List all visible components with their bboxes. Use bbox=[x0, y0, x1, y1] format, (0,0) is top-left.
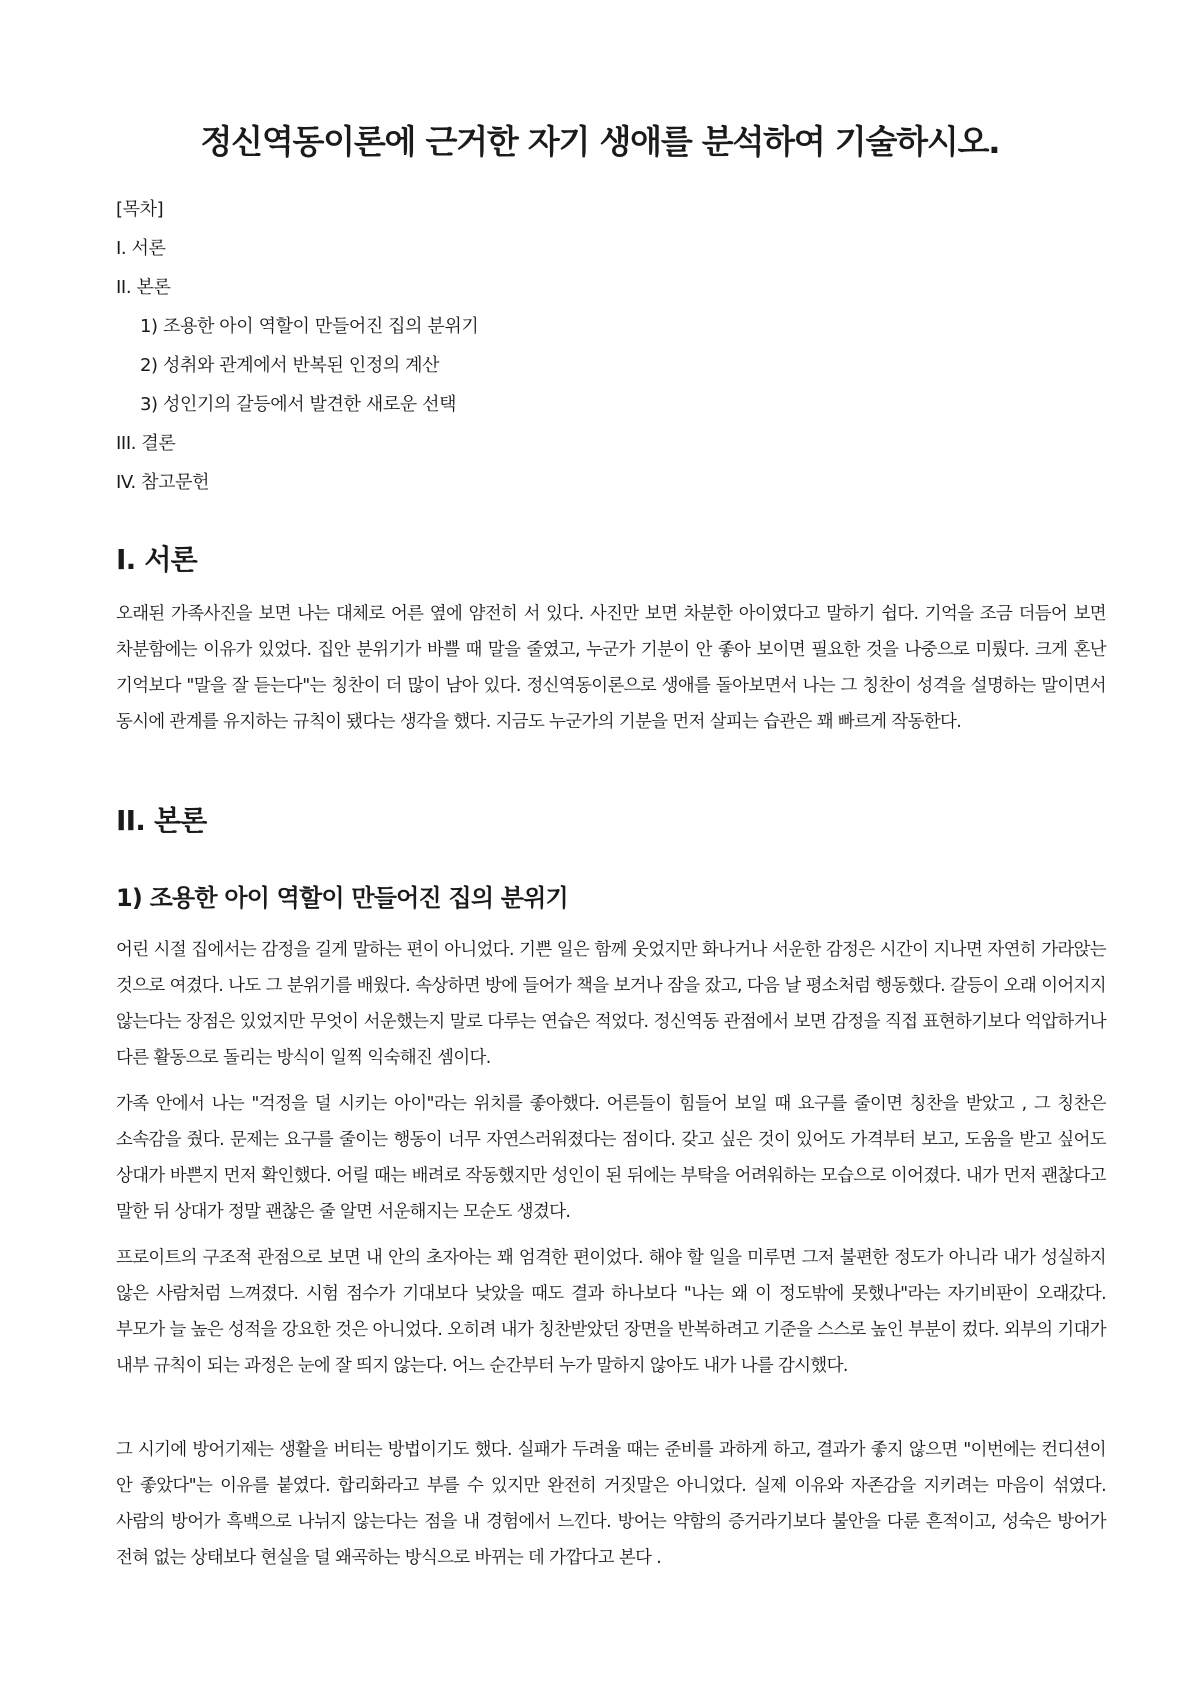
table-of-contents bbox=[116, 190, 1096, 502]
body-paragraph-4: 그 시기에 방어기제는 생활을 버티는 방법이기도 했다. 실패가 두려울 때는 준비를 과하게 하고, 결과가 좋지 않으면 "이번에는 컨디션이 안 좋았다"는 이유를 붙였다. 합리화라고 부를 수 있지만 완전히 거짓말은 아니었다. 실제 이유와 자존감을 지키려는 마음이 섞였다. 사람의 방어가 흑백으로 나뉘지 않는다는 점을 내 경험에서 느낀다. 방어는 약함의 증거라기보다 불안을 다룬 흔적이고, 성숙은 방어가 전혀 없는 상태보다 현실을 덜 왜곡하는 방식으로 바뀌는 데 가깝다고 본다 . bbox=[116, 1440, 1106, 1568]
toc-item-body: II. 본론 bbox=[116, 277, 171, 298]
document-title: 정신역동이론에 근거한 자기 생애를 분석하여 기술하시오. bbox=[200, 122, 1000, 161]
intro-paragraph: 오래된 가족사진을 보면 나는 대체로 어른 옆에 얌전히 서 있다. 사진만 보면 차분한 아이였다고 말하기 쉽다. 기억을 조금 더듬어 보면 차분함에는 이유가 있었다. 집안 분위기가 바쁠 때 말을 줄였고, 누군가 기분이 안 좋아 보이면 필요한 것을 나중으로 미뤘다. 크게 혼난 기억보다 "말을 잘 듣는다"는 칭찬이 더 많이 남아 있다. 정신역동이론으로 생애를 돌아보면서 나는 그 칭찬이 성격을 설명하는 말이면서 동시에 관계를 유지하는 규칙이 됐다는 생각을 했다. 지금도 누군가의 기분을 먼저 살피는 습관은 꽤 빠르게 작동한다. bbox=[116, 604, 1106, 732]
section-heading-body: II. 본론 bbox=[116, 804, 207, 837]
toc-item-body-sub3: 3) 성인기의 갈등에서 발견한 새로운 선택 bbox=[140, 394, 457, 415]
toc-item-references: IV. 참고문헌 bbox=[116, 472, 210, 493]
toc-item-intro: I. 서론 bbox=[116, 238, 166, 259]
toc-item-body-sub2: 2) 성취와 관계에서 반복된 인정의 계산 bbox=[140, 355, 440, 376]
toc-item-body-sub1: 1) 조용한 아이 역할이 만들어진 집의 분위기 bbox=[140, 316, 479, 337]
body-paragraph-1: 어린 시절 집에서는 감정을 길게 말하는 편이 아니었다. 기쁜 일은 함께 웃었지만 화나거나 서운한 감정은 시간이 지나면 자연히 가라앉는 것으로 여겼다. 나도 그 분위기를 배웠다. 속상하면 방에 들어가 책을 보거나 잠을 잤고, 다음 날 평소처럼 행동했다. 갈등이 오래 이어지지 않는다는 장점은 있었지만 무엇이 서운했는지 말로 다루는 연습은 적었다. 정신역동 관점에서 보면 감정을 직접 표현하기보다 억압하거나 다른 활동으로 돌리는 방식이 일찍 익숙해진 셈이다. bbox=[116, 940, 1106, 1068]
body-paragraph-2: 가족 안에서 나는 "걱정을 덜 시키는 아이"라는 위치를 좋아했다. 어른들이 힘들어 보일 때 요구를 줄이면 칭찬을 받았고 , 그 칭찬은 소속감을 줬다. 문제는 요구를 줄이는 행동이 너무 자연스러워졌다는 점이다. 갖고 싶은 것이 있어도 가격부터 보고, 도움을 받고 싶어도 상대가 바쁜지 먼저 확인했다. 어릴 때는 배려로 작동했지만 성인이 된 뒤에는 부탁을 어려워하는 모습으로 이어졌다. 내가 먼저 괜찮다고 말한 뒤 상대가 정말 괜찮은 줄 알면 서운해지는 모순도 생겼다. bbox=[116, 1094, 1106, 1222]
toc-heading: [목차] bbox=[116, 199, 164, 220]
section-heading-intro: I. 서론 bbox=[116, 543, 197, 576]
body-paragraph-3: 프로이트의 구조적 관점으로 보면 내 안의 초자아는 꽤 엄격한 편이었다. 해야 할 일을 미루면 그저 불편한 정도가 아니라 내가 성실하지 않은 사람처럼 느껴졌다. 시험 점수가 기대보다 낮았을 때도 결과 하나보다 "나는 왜 이 정도밖에 못했나"라는 자기비판이 오래갔다. 부모가 늘 높은 성적을 강요한 것은 아니었다. 오히려 내가 칭찬받았던 장면을 반복하려고 기준을 스스로 높인 부분이 컸다. 외부의 기대가 내부 규칙이 되는 과정은 눈에 잘 띄지 않는다. 어느 순간부터 누가 말하지 않아도 내가 나를 감시했다. bbox=[116, 1248, 1106, 1376]
toc-item-conclusion: III. 결론 bbox=[116, 433, 176, 454]
subsection-heading-1: 1) 조용한 아이 역할이 만들어진 집의 분위기 bbox=[116, 884, 568, 912]
